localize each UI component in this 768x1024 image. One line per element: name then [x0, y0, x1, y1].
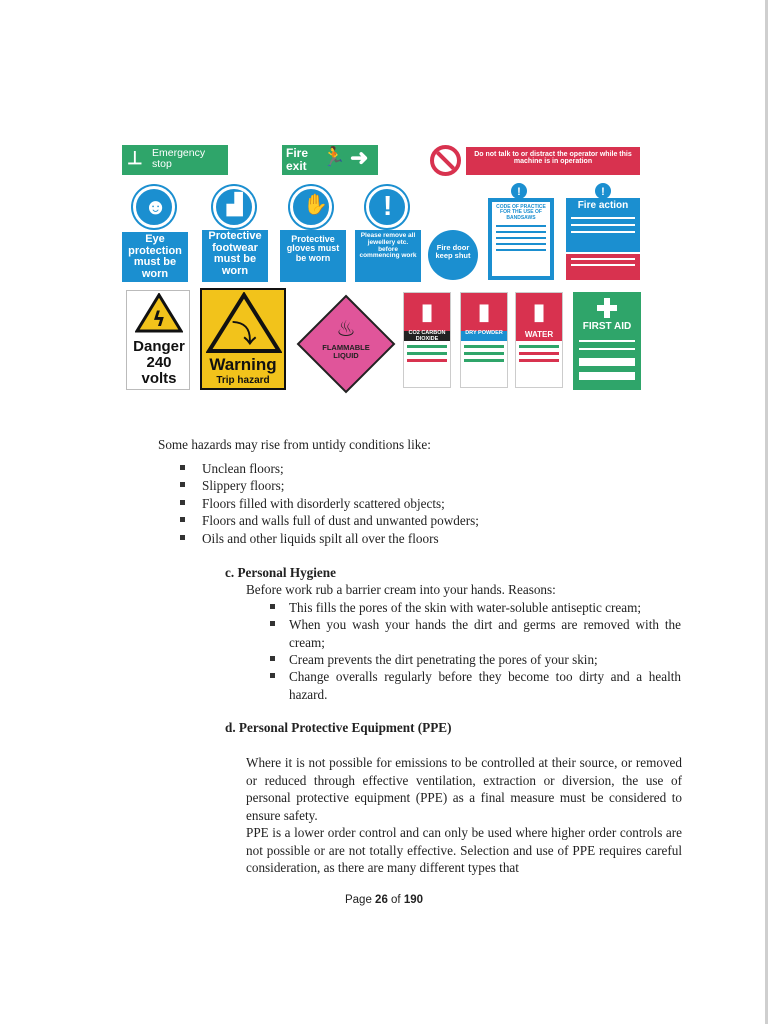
eye-protection-icon: ☻: [133, 186, 175, 228]
info-icon-1: !: [511, 183, 527, 199]
gloves-icon: ✋: [290, 186, 332, 228]
svg-text:ϟ: ϟ: [152, 307, 166, 331]
remove-jewellery-sign: Please remove all jewellery etc. before commencing work: [355, 230, 421, 282]
trip-hazard-icon: [206, 292, 282, 354]
code-of-practice-sign: CODE OF PRACTICE FOR THE USE OF BANDSAWS: [488, 198, 554, 280]
warning-trip-sign: ⤵ Warning Trip hazard: [200, 288, 286, 390]
fire-action-footer: [566, 254, 640, 280]
list-item: Unclean floors;: [202, 461, 284, 476]
list-item: Cream prevents the dirt penetrating the pores of your skin;: [289, 652, 598, 667]
ppe-heading: d. Personal Protective Equipment (PPE): [225, 720, 452, 735]
protective-footwear-sign: Protective footwear must be worn: [202, 230, 268, 282]
arrow-right-icon: ➜: [350, 145, 369, 170]
page-number: Page 26 of 190: [344, 894, 424, 906]
hygiene-heading: c. Personal Hygiene: [225, 565, 336, 580]
fire-action-sign: Fire action: [566, 198, 640, 252]
emergency-stop-icon: ⊥: [127, 148, 143, 168]
extinguisher-icon: ▮: [461, 293, 507, 331]
hygiene-intro: Before work rub a barrier cream into your hands. Reasons:: [246, 582, 556, 597]
list-item: Floors and walls full of dust and unwanted powders;: [202, 513, 479, 528]
water-extinguisher-sign: ▮ WATER: [515, 292, 563, 388]
svg-text:♨: ♨: [336, 317, 356, 342]
electric-warning-icon: [135, 293, 183, 333]
running-man-icon: 🏃: [322, 147, 346, 168]
list-item: Oils and other liquids spilt all over the floors: [202, 531, 439, 546]
extinguisher-icon: ▮: [516, 293, 562, 331]
list-item: Slippery floors;: [202, 478, 285, 493]
fire-exit-sign: Fire exit 🏃 ➜: [282, 145, 378, 175]
boots-icon: ▟: [213, 186, 255, 228]
list-item: This fills the pores of the skin with water-soluble antiseptic cream;: [289, 600, 642, 615]
ppe-paragraph-1: Where it is not possible for emissions to be controlled at their source, or removed or reduced through effective ventilation, extraction or diversion, the use of personal protective equipment (PPE) as a final measure must be considered to ensure safety.: [246, 755, 682, 823]
eye-protection-sign: Eye protection must be worn: [122, 232, 188, 282]
list-item: Change overalls regularly before they become too dirty and a health hazard.: [289, 669, 681, 702]
protective-gloves-sign: Protective gloves must be worn: [280, 230, 346, 282]
do-not-talk-sign: Do not talk to or distract the operator while this machine is in operation: [466, 147, 640, 175]
exclamation-icon: !: [366, 186, 408, 228]
first-aid-cross-icon: [597, 298, 617, 318]
dry-powder-extinguisher-sign: ▮ DRY POWDER: [460, 292, 508, 388]
prohibition-icon: [430, 145, 461, 176]
list-item: Floors filled with disorderly scattered objects;: [202, 496, 445, 511]
list-item: When you wash your hands the dirt and germs are removed with the cream;: [289, 617, 681, 650]
svg-text:⤵: ⤵: [232, 320, 256, 348]
danger-volts-sign: ϟ Danger 240 volts: [126, 290, 190, 390]
first-aid-sign: FIRST AID: [573, 292, 641, 390]
ppe-paragraph-2: PPE is a lower order control and can only be used where higher order controls are not possible or are not totally effective. Selection and use of PPE requires careful consideration, as there are many different types that: [246, 825, 682, 876]
co2-extinguisher-sign: ▮ CO2 CARBON DIOXIDE: [403, 292, 451, 388]
extinguisher-icon: ▮: [404, 293, 450, 331]
info-icon-2: !: [595, 183, 611, 199]
emergency-stop-sign: ⊥ Emergency stop: [122, 145, 228, 175]
fire-door-sign: Fire door keep shut: [428, 230, 478, 280]
flammable-liquid-sign: ♨ FLAMMABLE LIQUID: [296, 294, 396, 394]
hazards-intro: Some hazards may rise from untidy conditions like:: [158, 437, 431, 452]
